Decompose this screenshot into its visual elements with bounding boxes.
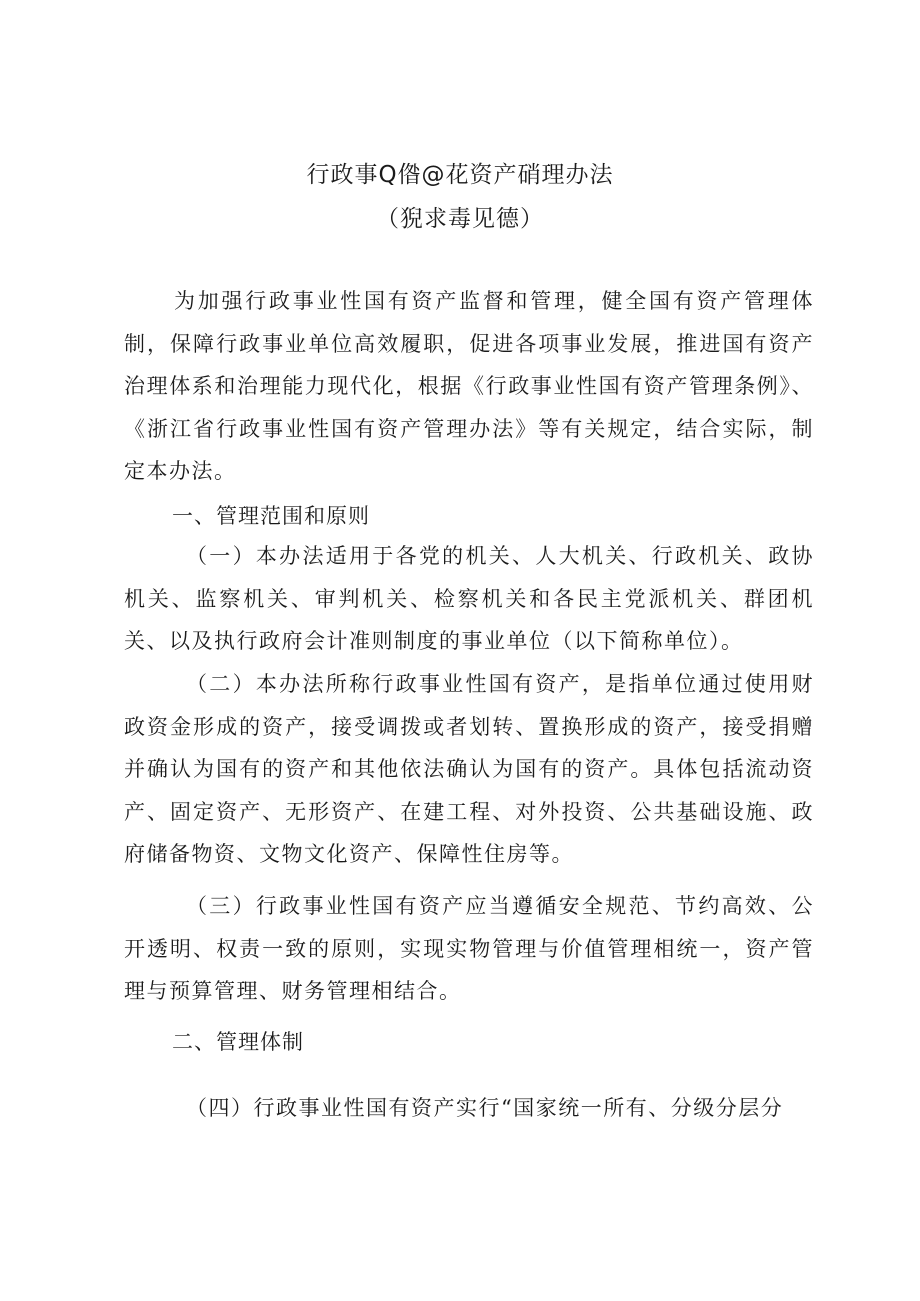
clause-1: （一）本办法适用于各党的机关、人大机关、行政机关、政协机关、监察机关、审判机关、检察机关和各民主党派机关、群团机关、以及执行政府会计准则制度的事业单位（以下简称单位）。	[124, 544, 814, 653]
clause-2: （二）本办法所称行政事业性国有资产，是指单位通过使用财政资金形成的资产，接受调拨或者划转、置换形成的资产，接受捐赠并确认为国有的资产和其他依法确认为国有的资产。具体包括流动资产、固定资产、无形资产、在建工程、对外投资、公共基础设施、政府储备物资、文物文化资产、保障性住房等。	[124, 672, 814, 866]
clause-4: （四）行政事业性国有资产实行“国家统一所有、分级分层分	[186, 1096, 784, 1120]
section-heading-system: 二、管理体制	[172, 1030, 304, 1054]
document-title: 行政事Q偺@花资产硝理办法	[306, 162, 614, 188]
intro-paragraph: 为加强行政事业性国有资产监督和管理，健全国有资产管理体制，保障行政事业单位高效履职，促进各项事业发展，推进国有资产治理体系和治理能力现代化，根据《行政事业性国有资产管理条例》、《浙江省行政事业性国有资产管理办法》等有关规定，结合实际，制定本办法。	[124, 289, 814, 483]
document-subtitle: （猊求毒见德）	[376, 206, 544, 232]
clause-3: （三）行政事业性国有资产应当遵循安全规范、节约高效、公开透明、权责一致的原则，实现实物管理与价值管理相统一，资产管理与预算管理、财务管理相结合。	[124, 894, 814, 1003]
section-heading-scope: 一、管理范围和原则	[172, 504, 370, 528]
